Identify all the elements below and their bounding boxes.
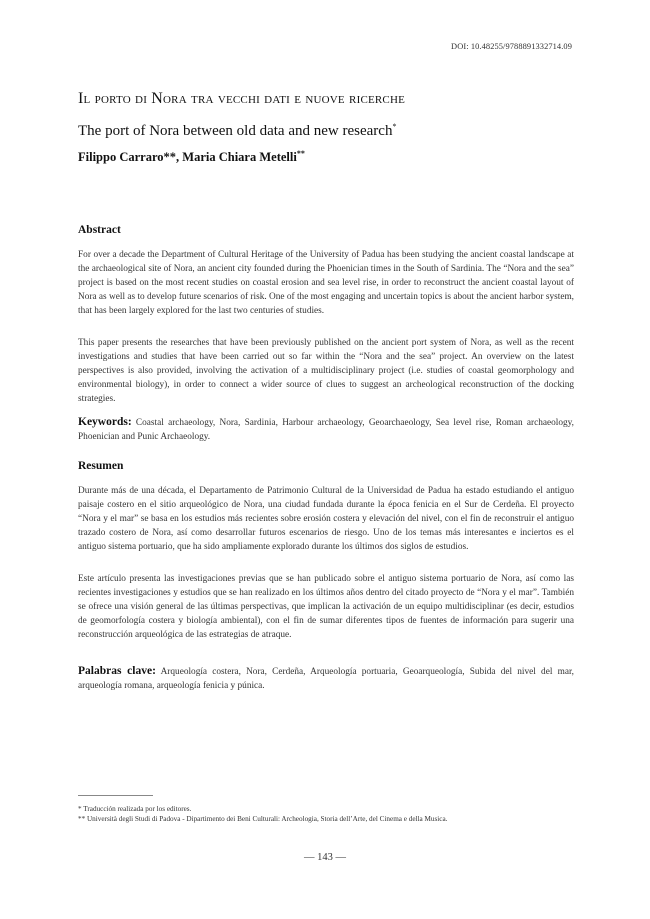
- resumen-paragraph-1: Durante más de una década, el Departamento de Patrimonio Cultural de la Universidad de Padua ha estado estudiando el antiguo paisaje costero en el sitio arqueológico de Nora, una ciudad fundada durante la época fenicia en el Sur de Cerdeña. El proyecto “Nora y el mar” se basa en los estudios más recientes sobre erosión costera y elevación del nivel, con el fin de reconstruir el antiguo trazado costero de Nora, así como desarrollar futuros escenarios de riesgo. Uno de los temas más interesantes e inciertos es el antiguo sistema portuario, que ha sido ampliamente explorado durante los últimos dos siglos de estudios.: [78, 486, 574, 552]
- footnote-2: ** Università degli Studi di Padova - Dipartimento dei Beni Culturali: Archeologia, Storia dell’Arte, del Cinema e della Musica.: [78, 815, 448, 823]
- palabras-clave: [78, 664, 574, 693]
- footnote-1: * Traducción realizada por los editores.: [78, 805, 192, 813]
- palabras-clave-text: Arqueología costera, Nora, Cerdeña, Arqueología portuaria, Geoarqueología, Subida del nivel del mar, arqueología romana, arqueología fenicia y púnica.: [78, 667, 574, 691]
- abstract-heading: Abstract: [78, 224, 121, 236]
- keywords: [78, 415, 574, 444]
- palabras-clave-label: Palabras clave:: [78, 665, 156, 677]
- page-number: — 143 —: [304, 852, 346, 863]
- author-names: Filippo Carraro**, Maria Chiara Metelli: [78, 150, 297, 165]
- resumen-heading: Resumen: [78, 460, 124, 472]
- doi: DOI: 10.48255/9788891332714.09: [451, 42, 572, 51]
- english-title: [78, 122, 578, 140]
- italian-title: Il porto di Nora tra vecchi dati e nuove ricerche: [78, 90, 406, 107]
- authors: [78, 149, 305, 165]
- english-title-text: The port of Nora between old data and new research: [78, 123, 393, 139]
- footnote-divider: [78, 795, 153, 796]
- abstract-paragraph-2: This paper presents the researches that have been previously published on the ancient port system of Nora, as well as the recent investigations and studies that have been carried out so far within the “Nora and the sea” project. An overview on the latest perspectives is also provided, involving the activation of a multidisciplinary project (i.e. studies of coastal geomorphology and environmental biology), in order to connect a wider source of clues to suggest an archeological reconstruction of the docking strategies.: [78, 338, 574, 404]
- author-footnote-mark: **: [296, 149, 305, 158]
- resumen-paragraph-2: Este artículo presenta las investigaciones previas que se han publicado sobre el antiguo sistema portuario de Nora, así como las recientes investigaciones y estudios que se han realizado en los últimos años dentro del citado proyecto de “Nora y el mar”. También se ofrece una visión general de las últimas perspectivas, que implican la activación de un equipo multidisciplinar (es decir, estudios de geomorfología costera y biología ambiental), con el fin de sumar diferentes tipos de fuentes de información para sugerir una reconstrucción arqueológica de las estrategias de atraque.: [78, 574, 574, 640]
- keywords-label: Keywords:: [78, 416, 132, 428]
- title-footnote-mark: *: [392, 122, 397, 131]
- keywords-text: Coastal archaeology, Nora, Sardinia, Harbour archaeology, Geoarchaeology, Sea level rise, Roman archaeology, Phoenician and Punic Archaeology.: [78, 418, 574, 442]
- abstract-paragraph-1: For over a decade the Department of Cultural Heritage of the University of Padua has been studying the ancient coastal landscape at the archaeological site of Nora, an ancient city founded during the Phoenician times in the South of Sardinia. The “Nora and the sea” project is based on the most recent studies on coastal erosion and sea level rise, in order to reconstruct the ancient coastal layout of Nora as well as to develop future scenarios of risk. One of the most engaging and uncertain topics is about the ancient harbor system, that has been largely explored for the last two centuries of studies.: [78, 250, 574, 316]
